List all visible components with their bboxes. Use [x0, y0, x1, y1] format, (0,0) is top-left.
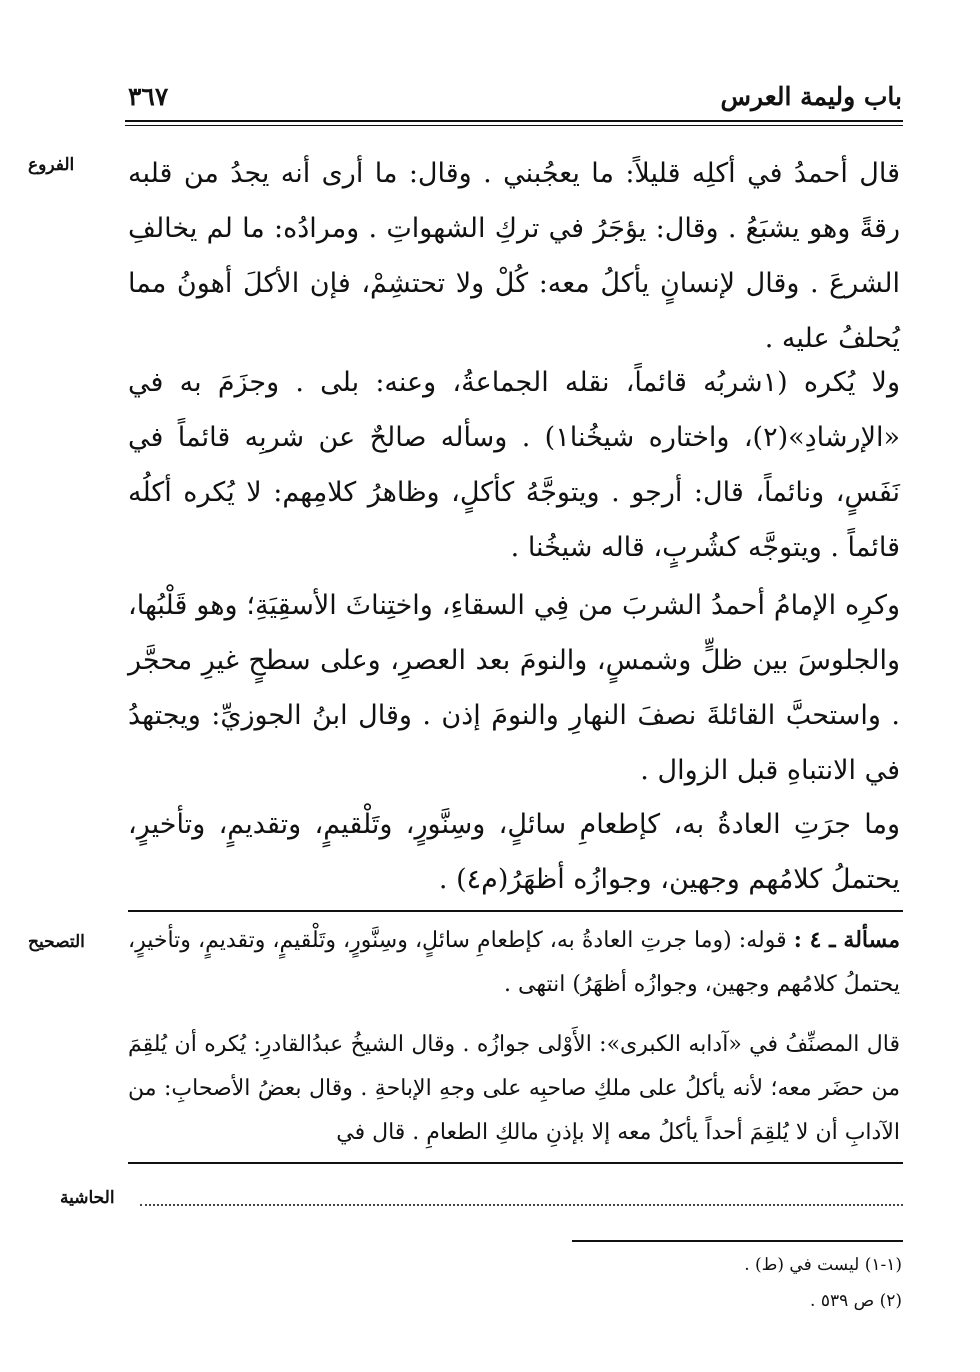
- hashiya-dotted-line: [140, 1204, 903, 1206]
- main-paragraph: قال أحمدُ في أكلِه قليلاً: ما يعجُبني . وقال: ما أرى أنه يجدُ من قلبه رقةً وهو يشبَعُ . وقال: يؤجَرُ في تركِ الشهواتِ . ومرادُه: ما لم يخالفِ الشرعَ . وقال لإنسانٍ يأكلُ معه: كُلْ ولا تحتشِمْ، فإن الأكلَ أهونُ مما يُحلفُ عليه .: [128, 158, 900, 354]
- footnote: (٢) ص ٥٣٩ .: [810, 1291, 902, 1311]
- section-divider: [128, 1162, 903, 1164]
- issue-label: مسألة ـ ٤ :: [793, 927, 901, 953]
- running-header-title: باب وليمة العرس: [720, 82, 902, 111]
- page-number: ٣٦٧: [128, 82, 169, 111]
- margin-label-hashiya: الحاشية: [60, 1188, 115, 1208]
- margin-label-tashih: التصحيح: [28, 932, 85, 952]
- main-paragraph: وما جرَتِ العادةُ به، كإطعامِ سائلٍ، وسِنَّورٍ، وتَلْقيمٍ، وتقديمٍ، وتأخيرٍ، يحتملُ كلامُهم وجهين، وجوازُه أظهَرُ(م٤) .: [128, 809, 900, 895]
- section-divider: [128, 910, 903, 912]
- tashih-text: قوله: (وما جرتِ العادةُ به، كإطعامِ سائلٍ، وسِنَّورٍ، وتَلْقيمٍ، وتقديمٍ، وتأخيرٍ، يحتملُ كلامُهم وجهين، وجوازُه أظهَرُ) انتهى .: [128, 928, 900, 997]
- header-rule-thin: [125, 125, 903, 126]
- footnote: (١-١) ليست في (ط) .: [744, 1255, 902, 1275]
- main-paragraph: ولا يُكره (١شربُه قائماً، نقله الجماعةُ، وعنه: بلى . وجزَمَ به في «الإرشادِ»(٢)، واختاره شيخُنا١) . وسأله صالحٌ عن شربِه قائماً في نَفَسٍ، ونائماً، قال: أرجو . ويتوجَّهُ كأكلٍ، وظاهرُ كلامِهم: لا يُكره أكلُه قائماً . ويتوجَّه كشُربٍ، قاله شيخُنا .: [128, 367, 900, 563]
- margin-label-furu: الفروع: [28, 155, 75, 175]
- tashih-paragraph: [128, 918, 900, 1007]
- tashih-paragraph: قال المصنِّفُ في «آدابه الكبرى»: الأَوْلى جوازُه . وقال الشيخُ عبدُالقادرِ: يُكره أن يُلقِمَ من حضَر معه؛ لأنه يأكلُ على ملكِ صاحبِه على وجهِ الإباحةِ . وقال بعضُ الأصحابِ: من الآدابِ أن لا يُلقِمَ أحداً يأكلُ معه إلا بإذنِ مالكِ الطعامِ . قال في: [128, 1032, 900, 1145]
- footnote-rule: [572, 1240, 903, 1242]
- header-rule: [125, 120, 903, 122]
- main-paragraph: وكرِه الإمامُ أحمدُ الشربَ من فِي السقاءِ، واختِناثَ الأسقِيَةِ؛ وهو قَلْبُها، والجلوسَ بين ظلٍّ وشمسٍ، والنومَ بعد العصرِ، وعلى سطحٍ غيرِ محجَّر . واستحبَّ القائلةَ نصفَ النهارِ والنومَ إذن . وقال ابنُ الجوزيِّ: ويجتهدُ في الانتباهِ قبل الزوال .: [128, 590, 900, 786]
